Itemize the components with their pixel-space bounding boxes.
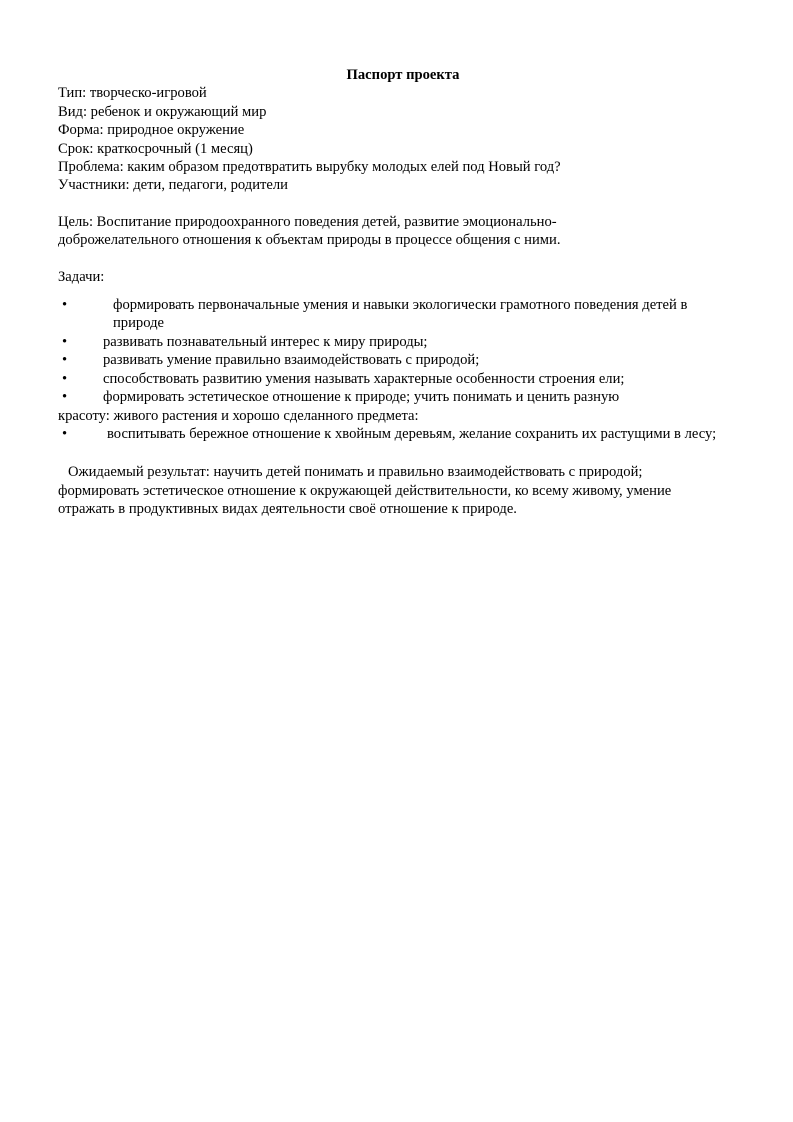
- bullet-icon: •: [62, 425, 68, 442]
- tasks-heading: Задачи:: [58, 268, 105, 285]
- task-text: развивать умение правильно взаимодействовать с природой;: [103, 352, 480, 369]
- goal-paragraph: Цель: Воспитание природоохранного поведения детей, развитие эмоционально-доброжелательного отношения к объектам природы в процессе общения с ними.: [58, 213, 561, 249]
- task-text: воспитывать бережное отношение к хвойным деревьям, желание сохранить их растущими в лесу;: [107, 425, 717, 442]
- tasks-list: [58, 296, 738, 443]
- project-info: [58, 84, 738, 194]
- list-item: [58, 425, 730, 443]
- document-title: Паспорт проекта: [346, 67, 460, 83]
- info-duration: Срок: краткосрочный (1 месяц): [58, 140, 253, 157]
- bullet-icon: •: [62, 370, 68, 387]
- spacer: [58, 250, 738, 268]
- task-text: развивать познавательный интерес к миру природы;: [103, 333, 428, 350]
- task-text: формировать первоначальные умения и навыки экологически грамотного поведения детей в природе: [113, 297, 688, 332]
- task-text: формировать эстетическое отношение к природе; учить понимать и ценить разную красоту: живого растения и хорошо сделанного предмета:: [58, 389, 620, 424]
- bullet-icon: •: [62, 389, 68, 406]
- bullet-icon: •: [62, 333, 68, 350]
- spacer: [58, 195, 738, 213]
- info-problem: Проблема: каким образом предотвратить вырубку молодых елей под Новый год?: [58, 159, 561, 176]
- info-kind: Вид: ребенок и окружающий мир: [58, 103, 267, 120]
- list-item: [58, 388, 658, 425]
- document-page: [58, 66, 738, 519]
- expected-result-paragraph: Ожидаемый результат: научить детей понимать и правильно взаимодействовать с природой; формировать эстетическое отношение к окружающей действительности, ко всему живому, умение отражать в продуктивных видах деятельности своё отношение к природе.: [58, 464, 672, 518]
- list-item: [58, 333, 738, 351]
- info-participants: Участники: дети, педагоги, родители: [58, 177, 288, 194]
- task-text: способствовать развитию умения называть характерные особенности строения ели;: [103, 370, 625, 387]
- list-item: [58, 296, 703, 333]
- list-item: [58, 370, 738, 388]
- list-item: [58, 351, 738, 369]
- info-type: Тип: творческо-игровой: [58, 85, 207, 102]
- bullet-icon: •: [62, 352, 68, 369]
- bullet-icon: •: [62, 297, 68, 314]
- info-form: Форма: природное окружение: [58, 122, 245, 139]
